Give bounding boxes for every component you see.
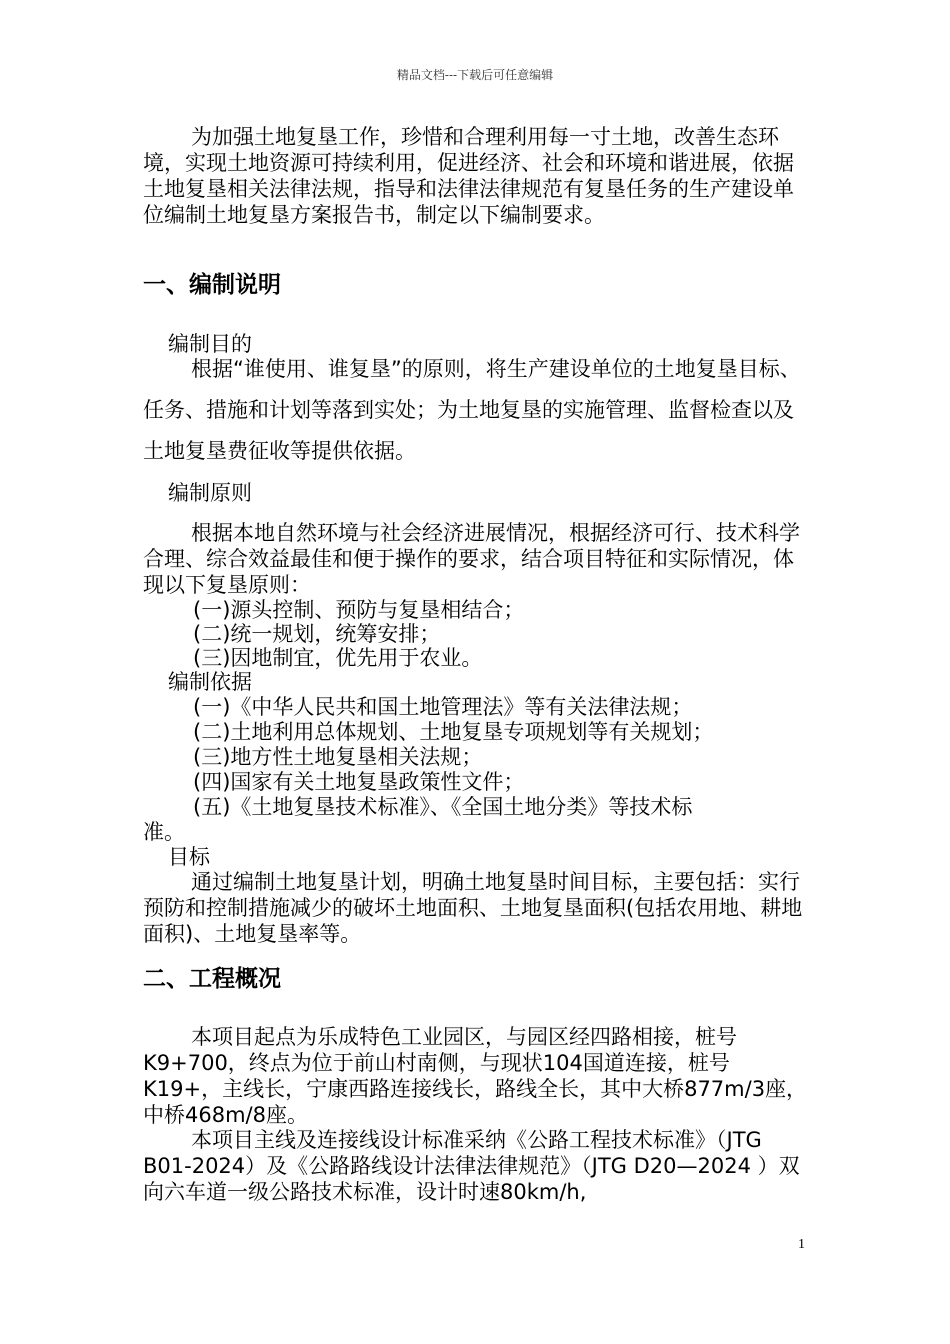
- purpose-text: 根据“谁使用、谁复垦”的原则，将生产建设单位的土地复垦目标、任务、措施和计划等落到实处；为土地复垦的实施管理、监督检查以及土地复垦费征收等提供依据。: [143, 357, 801, 463]
- project-paragraph-2: 本项目主线及连接线设计标准采纳《公路工程技术标准》（JTG B01-2024）及《公路路线设计法律法律规范》（JTG D20—2024 ）双向六车道一级公路技术标准，设计时速80km/h,: [143, 1128, 800, 1204]
- basis-title: 编制依据: [168, 670, 252, 694]
- goal-title: 目标: [168, 845, 210, 869]
- principle-item: (一)源头控制、预防与复垦相结合；: [193, 598, 525, 622]
- principle-item: (三)因地制宜，优先用于农业。: [193, 646, 483, 670]
- basis-item: (一)《中华人民共和国土地管理法》等有关法律法规；: [193, 695, 693, 719]
- basis-item: (四)国家有关土地复垦政策性文件；: [193, 770, 525, 794]
- section-2-title: 二、工程概况: [143, 966, 281, 992]
- goal-text: 通过编制土地复垦计划，明确土地复垦时间目标，主要包括：实行预防和控制措施减少的破坏土地面积、土地复垦面积(包括农用地、耕地面积)、土地复垦率等。: [143, 870, 803, 946]
- page-number: 1: [798, 1237, 805, 1252]
- basis-item: (五)《土地复垦技术标准》、《全国土地分类》等技术标: [193, 795, 693, 819]
- basis-item-continuation: 准。: [143, 820, 185, 844]
- basis-item: (三)地方性土地复垦相关法规；: [193, 745, 483, 769]
- basis-item: (二)土地利用总体规划、土地复垦专项规划等有关规划；: [193, 720, 714, 744]
- principle-item: (二)统一规划，统筹安排；: [193, 622, 441, 646]
- section-1-title: 一、编制说明: [143, 272, 281, 298]
- intro-paragraph: 为加强土地复垦工作，珍惜和合理利用每一寸土地，改善生态环境，实现土地资源可持续利用，促进经济、社会和环境和谐进展，依据土地复垦相关法律法规，指导和法律法律规范有复垦任务的生产建设单位编制土地复垦方案报告书，制定以下编制要求。: [143, 125, 794, 227]
- project-paragraph-1: 本项目起点为乐成特色工业园区，与园区经四路相接，桩号K9+700，终点为位于前山村南侧，与现状104国道连接，桩号K19+，主线长，宁康西路连接线长，路线全长，其中大桥877m/3座，中桥468m/8座。: [143, 1025, 808, 1127]
- purpose-title: 编制目的: [168, 332, 252, 356]
- principle-text: 根据本地自然环境与社会经济进展情况，根据经济可行、技术科学合理、综合效益最佳和便于操作的要求，结合项目特征和实际情况，体现以下复垦原则：: [143, 521, 800, 597]
- page-header: 精品文档---下载后可任意编辑: [396, 68, 554, 82]
- principle-title: 编制原则: [168, 481, 252, 505]
